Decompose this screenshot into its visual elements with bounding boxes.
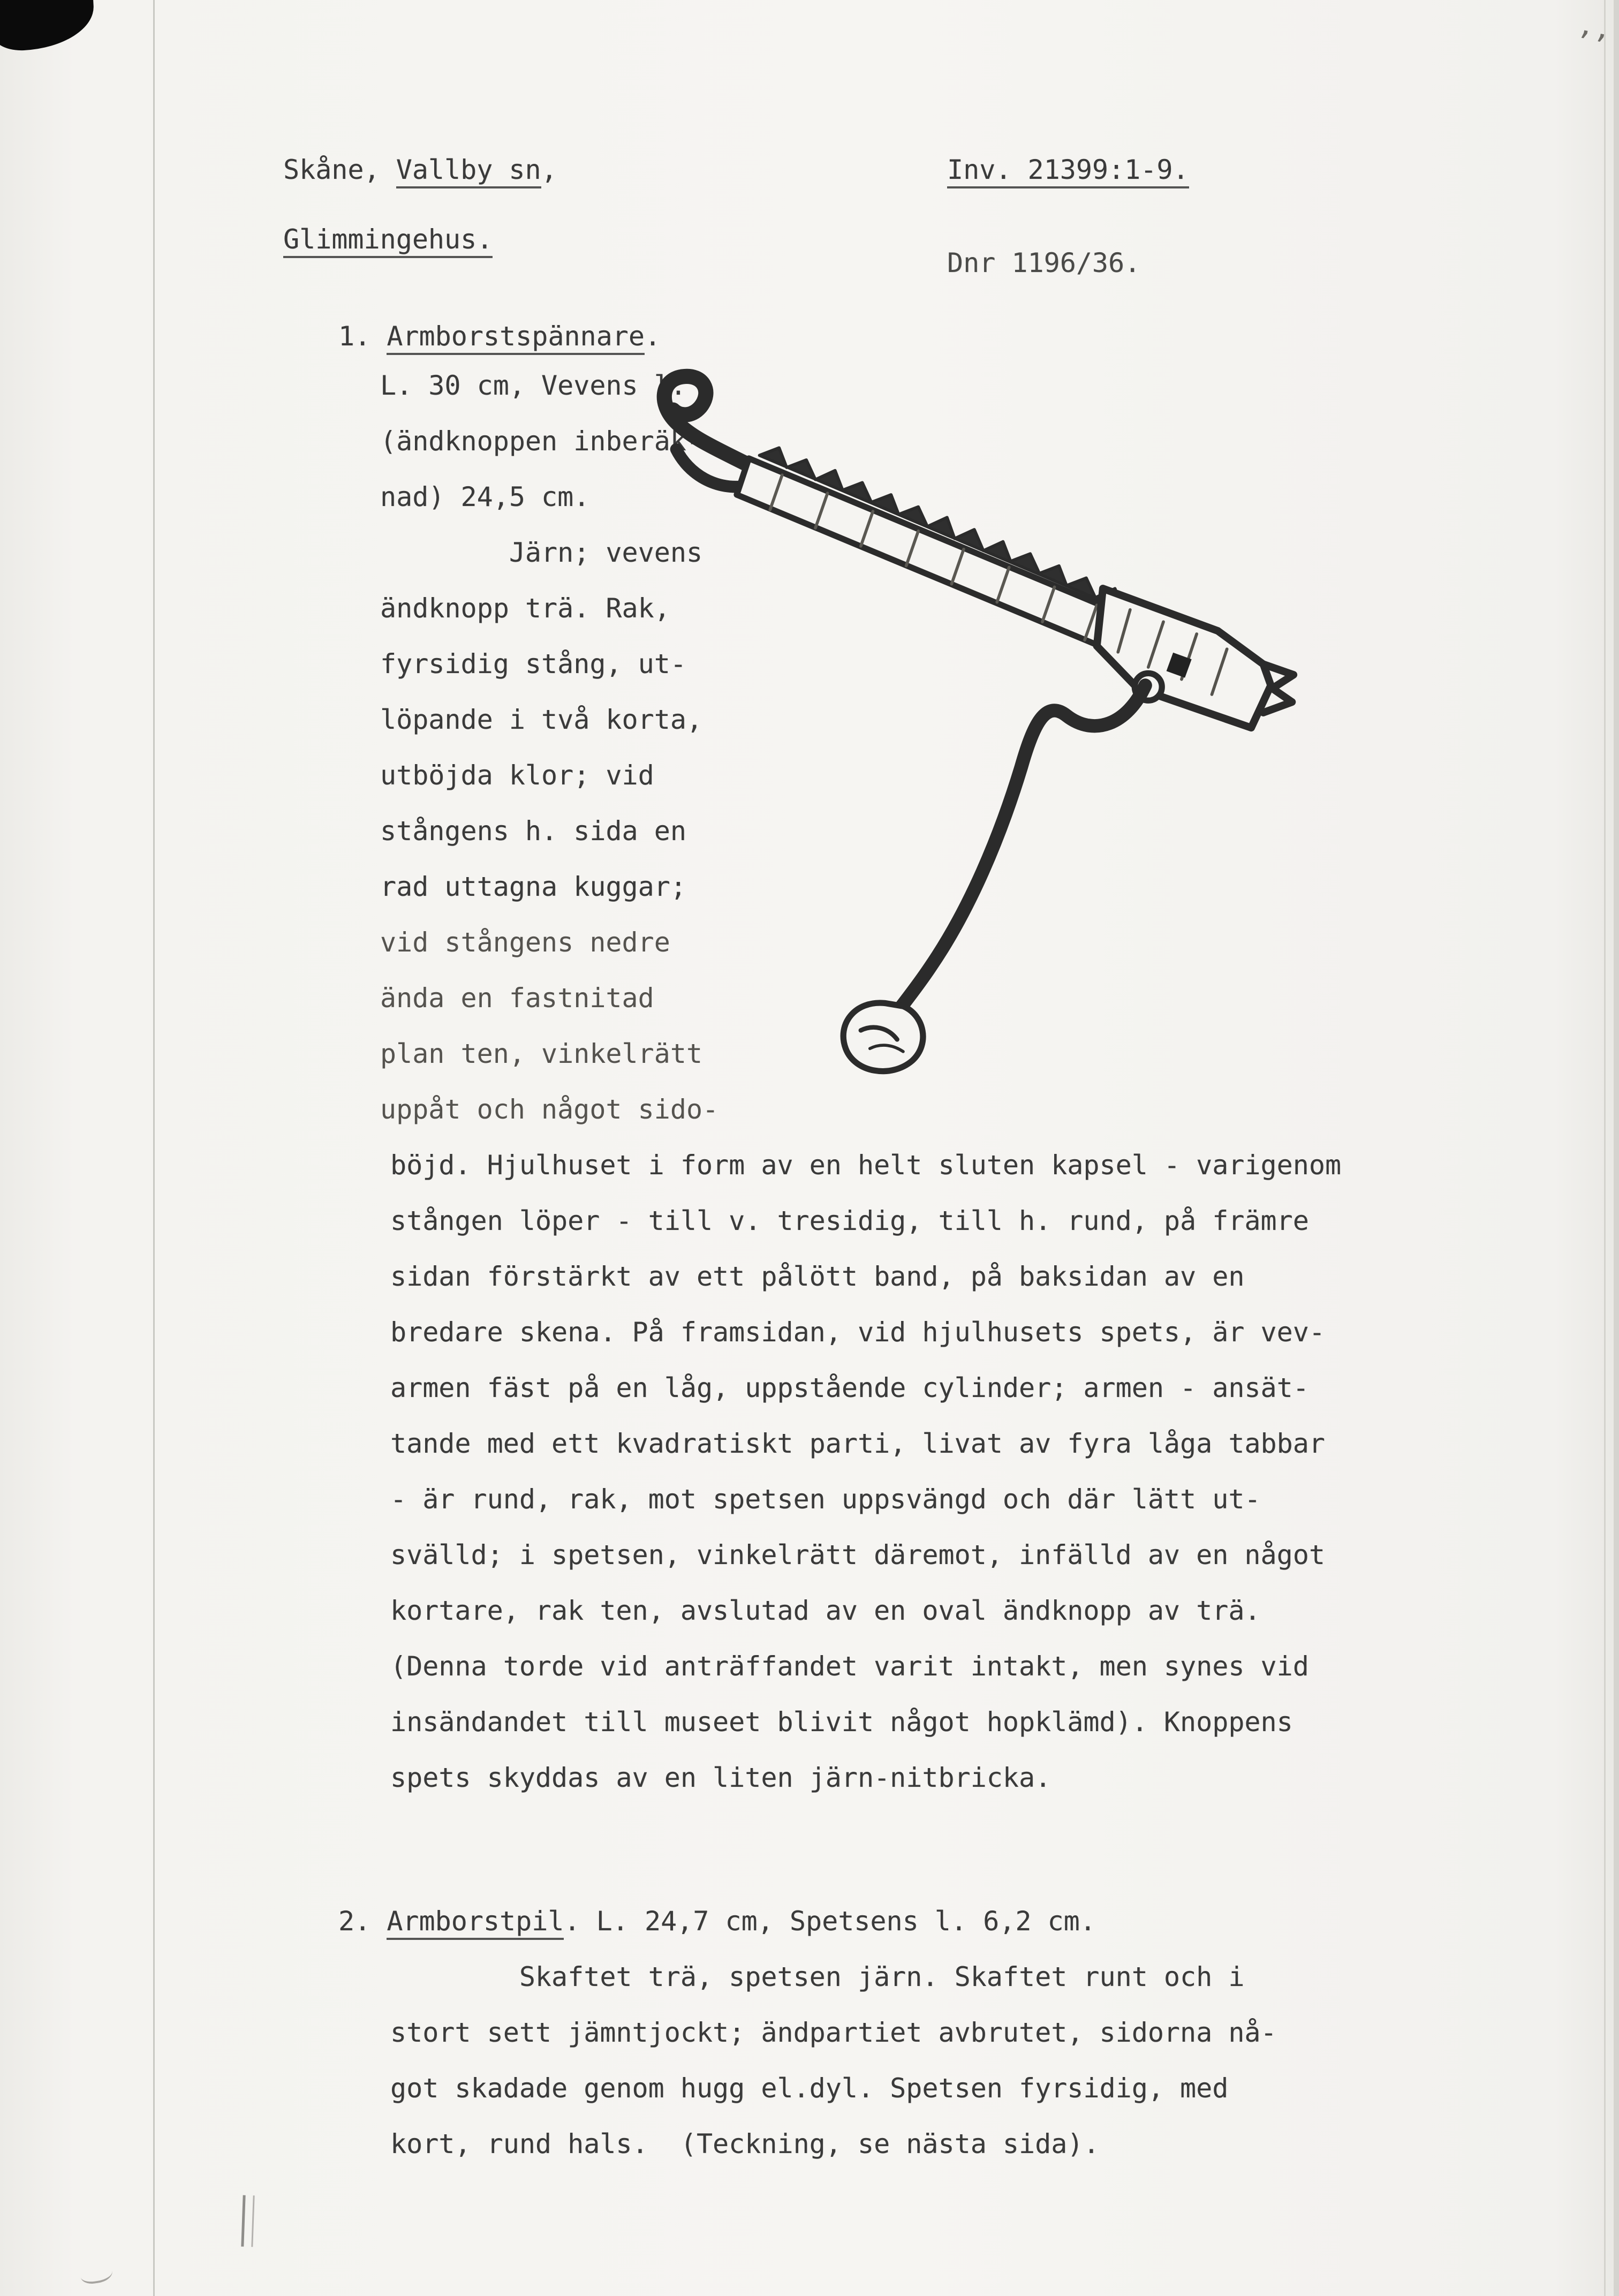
- item1-text-line: fyrsidig stång, ut-: [380, 648, 686, 679]
- location-prefix: Skåne,: [283, 154, 396, 185]
- item2-number: 2.: [338, 1906, 387, 1937]
- item1-text-line: utböjda klor; vid: [380, 760, 654, 791]
- scan-artifact: [241, 2195, 254, 2247]
- item1-text-line: svälld; i spetsen, vinkelrätt däremot, infälld av en något: [390, 1539, 1325, 1570]
- item1-title: Armborstspännare: [387, 321, 645, 355]
- item1-heading: [338, 308, 661, 364]
- item1-text-line: uppåt och något sido-: [380, 1094, 719, 1125]
- location-line-1: [283, 135, 557, 205]
- inventory-header: [947, 135, 1189, 298]
- item1-text-line: bredare skena. På framsidan, vid hjulhusets spets, är vev-: [390, 1317, 1325, 1348]
- location-suffix: ,: [541, 154, 557, 185]
- item1-text-line: Järn; vevens: [380, 537, 703, 568]
- inventory-number: [947, 135, 1189, 205]
- item1-text-line: ändknopp trä. Rak,: [380, 593, 670, 624]
- paper-edge-line: [1604, 0, 1606, 2296]
- item1-text-line: ända en fastnitad: [380, 983, 654, 1014]
- item1-text-line: vid stångens nedre: [380, 927, 670, 958]
- item1-text-line: (Denna torde vid anträffandet varit intakt, men synes vid: [390, 1651, 1309, 1682]
- item1-text-line: spets skyddas av en liten järn-nitbricka.: [390, 1762, 1051, 1793]
- item1-text-line: tande med ett kvadratiskt parti, livat av fyra låga tabbar: [390, 1428, 1325, 1459]
- item1-text-line: armen fäst på en låg, uppstående cylinder; armen - ansät-: [390, 1372, 1309, 1403]
- item2-text-line: got skadade genom hugg el.dyl. Spetsen fyrsidig, med: [390, 2073, 1229, 2104]
- item1-number: 1.: [338, 321, 387, 352]
- inventory-number-text: Inv. 21399:1-9.: [947, 154, 1189, 188]
- item2-heading: [338, 1893, 1096, 1949]
- item1-text-line: kortare, rak ten, avslutad av en oval ändknopp av trä.: [390, 1595, 1261, 1626]
- location-line-2: [283, 205, 557, 274]
- parish-name: Vallby sn: [396, 154, 541, 188]
- item1-paragraph: [390, 1137, 1341, 1806]
- item1-text-line: rad uttagna kuggar;: [380, 871, 686, 902]
- item1-text-line: sidan förstärkt av ett pålött band, på baksidan av en: [390, 1261, 1245, 1292]
- item1-text-line: (ändknoppen inberäk-: [380, 426, 703, 457]
- item1-text-line: plan ten, vinkelrätt: [380, 1038, 703, 1069]
- location-header: [283, 135, 557, 274]
- site-name: Glimmingehus.: [283, 224, 493, 258]
- paper-edge-shadow: [1614, 0, 1619, 2296]
- item2-title: Armborstpil: [387, 1906, 564, 1940]
- item2-text-line: stort sett jämntjockt; ändpartiet avbrutet, sidorna nå-: [390, 2017, 1277, 2048]
- scan-artifact: [79, 2261, 114, 2285]
- item1-text-line: stångens h. sida en: [380, 815, 686, 847]
- pencil-tick-mark: ’’: [1571, 25, 1611, 63]
- item1-text-line: stången löper - till v. tresidig, till h. rund, på främre: [390, 1205, 1309, 1236]
- item1-text-line: L. 30 cm, Vevens l.: [380, 370, 686, 401]
- item1-text-line: löpande i två korta,: [380, 704, 703, 735]
- item1-text-line: nad) 24,5 cm.: [380, 481, 590, 512]
- dnr-number: Dnr 1196/36.: [947, 247, 1141, 278]
- item2-measurements: . L. 24,7 cm, Spetsens l. 6,2 cm.: [564, 1906, 1096, 1937]
- item1-text-line: insändandet till museet blivit något hopklämd). Knoppens: [390, 1706, 1293, 1738]
- item1-text-line: - är rund, rak, mot spetsen uppsvängd och där lätt ut-: [390, 1484, 1261, 1515]
- item2-paragraph: [390, 1949, 1277, 2172]
- item1-text-line: böjd. Hjulhuset i form av en helt sluten kapsel - varigenom: [390, 1150, 1342, 1181]
- item2-text-line: Skaftet trä, spetsen järn. Skaftet runt och i: [390, 1961, 1245, 1992]
- item2-text-line: kort, rund hals. (Teckning, se nästa sida).: [390, 2128, 1100, 2159]
- cranequin-sketch: [616, 364, 1312, 1076]
- scan-corner-mark: [0, 0, 96, 52]
- paper-fold-line: [153, 0, 155, 2296]
- item1-title-suffix: .: [644, 321, 661, 352]
